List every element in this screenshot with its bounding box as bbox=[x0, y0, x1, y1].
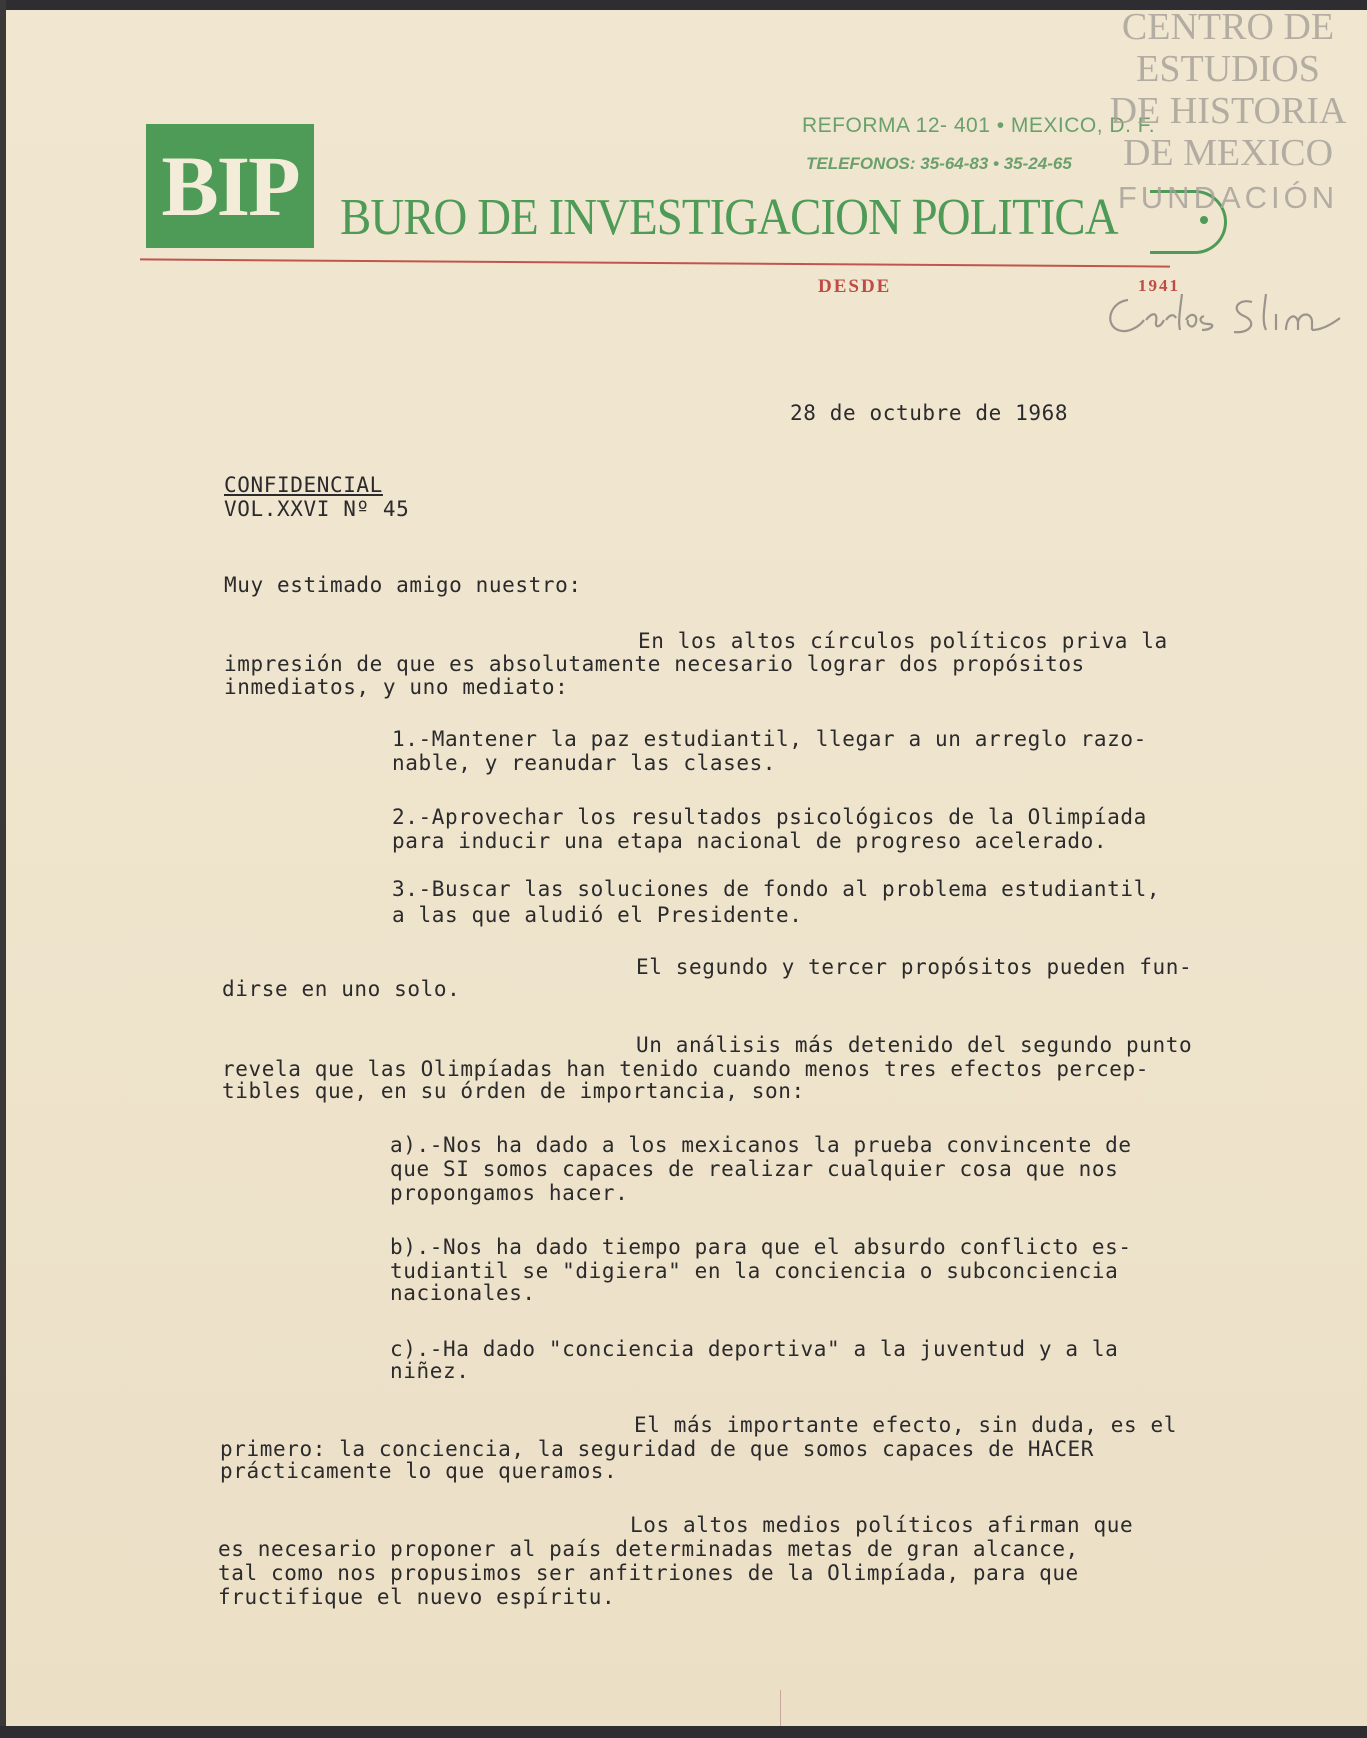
stamp-line-3: DE HISTORIA bbox=[1109, 90, 1347, 132]
item-2-line: 2.-Aprovechar los resultados psicológicos de la Olimpíada bbox=[392, 805, 1147, 829]
item-1-line: nable, y reanudar las clases. bbox=[392, 751, 777, 775]
item-b-line: b).-Nos ha dado tiempo para que el absurdo conflicto es- bbox=[390, 1235, 1132, 1259]
letterhead-phones: TELEFONOS: 35-64-83 • 35-24-65 bbox=[806, 154, 1072, 173]
binding-mark bbox=[780, 1690, 781, 1726]
item-3-line: 3.-Buscar las soluciones de fondo al problema estudiantil, bbox=[392, 877, 1161, 901]
p3-line: tibles que, en su órden de importancia, son: bbox=[222, 1079, 805, 1103]
p4-line: prácticamente lo que queramos. bbox=[220, 1459, 618, 1483]
stamp-line-4: DE MEXICO bbox=[1122, 132, 1334, 174]
item-a-line: propongamos hacer. bbox=[390, 1181, 629, 1205]
item-c-line: niñez. bbox=[390, 1359, 470, 1383]
signature-carlos-slim bbox=[1100, 290, 1356, 344]
p3-line: Un análisis más detenido del segundo punto bbox=[636, 1033, 1193, 1057]
item-2-line: para inducir una etapa nacional de progreso acelerado. bbox=[392, 829, 1108, 853]
p2-line: dirse en uno solo. bbox=[222, 977, 461, 1001]
p1-line: En los altos círculos políticos priva la bbox=[638, 629, 1168, 653]
scan-edge-left bbox=[0, 0, 6, 1738]
since-label: DESDE bbox=[818, 276, 892, 297]
scan-edge-bottom bbox=[0, 1726, 1367, 1738]
item-c-line: c).-Ha dado "conciencia deportiva" a la juventud y a la bbox=[390, 1337, 1119, 1361]
p5-line: Los altos medios políticos afirman que bbox=[630, 1513, 1134, 1537]
classification: CONFIDENCIAL bbox=[224, 473, 383, 497]
item-a-line: a).-Nos ha dado a los mexicanos la prueba convincente de bbox=[390, 1133, 1132, 1157]
p2-line: El segundo y tercer propósitos pueden fun- bbox=[636, 955, 1193, 979]
stamp-line-2: ESTUDIOS bbox=[1136, 48, 1320, 90]
letterhead-address: REFORMA 12- 401 • MEXICO, D. F. bbox=[802, 114, 1156, 137]
volume-number: VOL.XXVI Nº 45 bbox=[224, 497, 410, 521]
p4-line: primero: la conciencia, la seguridad de que somos capaces de HACER bbox=[220, 1437, 1095, 1461]
p5-line: es necesario proponer al país determinadas metas de gran alcance, bbox=[218, 1537, 1079, 1561]
p4-line: El más importante efecto, sin duda, es el bbox=[634, 1413, 1177, 1437]
item-b-line: nacionales. bbox=[390, 1281, 536, 1305]
p3-line: revela que las Olimpíadas han tenido cuando menos tres efectos percep- bbox=[222, 1057, 1150, 1081]
p1-line: impresión de que es absolutamente necesario lograr dos propósitos bbox=[224, 652, 1085, 676]
stamp-line-1: CENTRO DE bbox=[1121, 6, 1335, 48]
item-3-line: a las que aludió el Presidente. bbox=[392, 903, 803, 927]
archive-stamp bbox=[1090, 6, 1366, 222]
salutation: Muy estimado amigo nuestro: bbox=[224, 573, 582, 597]
bip-logo: BIP bbox=[146, 124, 314, 248]
stamp-line-5: FUNDACIÓN bbox=[1117, 180, 1339, 215]
item-a-line: que SI somos capaces de realizar cualquier cosa que nos bbox=[390, 1157, 1119, 1181]
letter-date: 28 de octubre de 1968 bbox=[790, 401, 1069, 425]
item-1-line: 1.-Mantener la paz estudiantil, llegar a un arreglo razo- bbox=[392, 727, 1147, 751]
p1-line: inmediatos, y uno mediato: bbox=[224, 675, 569, 699]
item-b-line: tudiantil se "digiera" en la conciencia o subconciencia bbox=[390, 1259, 1119, 1283]
p5-line: fructifique el nuevo espíritu. bbox=[218, 1585, 616, 1609]
organization-name: BURO DE INVESTIGACION POLITICA bbox=[340, 189, 1118, 246]
p5-line: tal como nos propusimos ser anfitriones de la Olimpíada, para que bbox=[218, 1561, 1079, 1585]
since-year: 1941 bbox=[1138, 276, 1180, 295]
